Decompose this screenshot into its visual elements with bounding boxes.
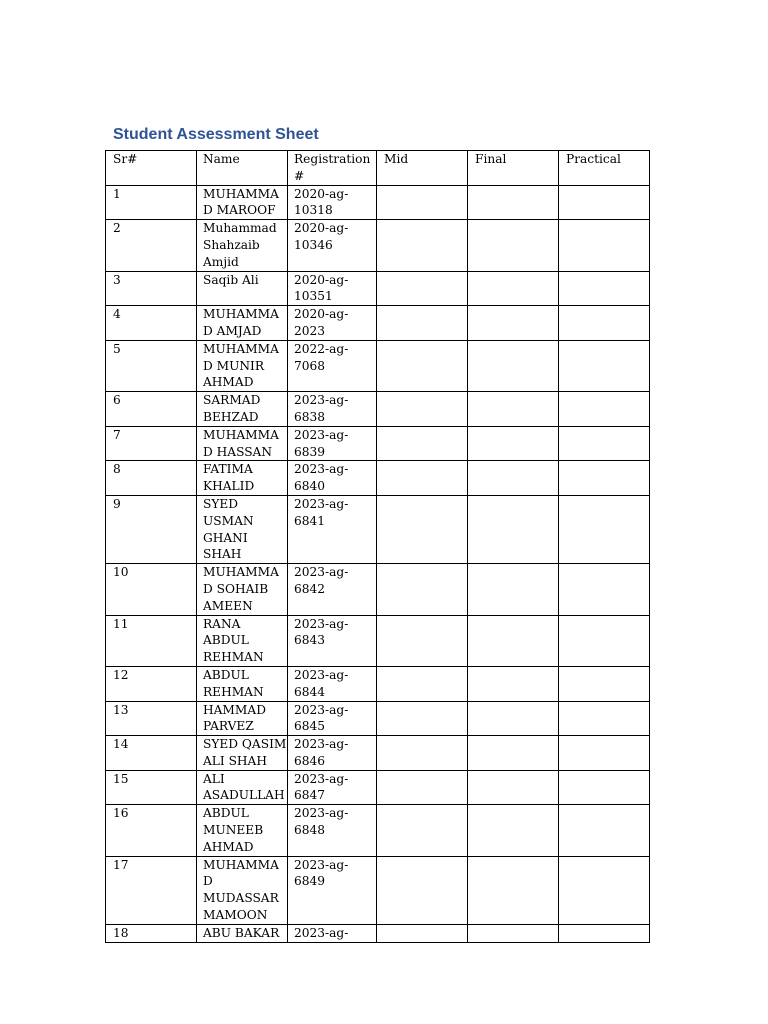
cell-registration-line: 7068 [294, 358, 326, 373]
cell-final [468, 805, 559, 856]
cell-mid [377, 805, 468, 856]
cell-name-line: D HASSAN [203, 444, 273, 459]
cell-mid [377, 271, 468, 306]
cell-name [197, 220, 288, 271]
cell-name [197, 736, 288, 771]
cell-practical [559, 392, 650, 427]
cell-name-line: ABU BAKAR [203, 925, 280, 940]
cell-registration-line: 10351 [294, 289, 333, 304]
cell-registration [288, 701, 377, 736]
cell-final [468, 392, 559, 427]
cell-name-line: MUHAMMA [203, 565, 279, 580]
cell-name-line: ALI SHAH [203, 753, 267, 768]
cell-name [197, 615, 288, 666]
cell-registration-line: 2022-ag- [294, 341, 349, 356]
cell-name-line: RANA [203, 616, 241, 631]
cell-name-line: Saqib Ali [203, 272, 259, 287]
table-row [106, 220, 650, 271]
cell-practical [559, 306, 650, 341]
table-row [106, 271, 650, 306]
cell-sr: 11 [106, 615, 197, 666]
cell-mid [377, 564, 468, 615]
cell-name-line: ABDUL [203, 667, 249, 682]
table-row [106, 805, 650, 856]
cell-name-line: USMAN [203, 513, 254, 528]
cell-registration [288, 185, 377, 220]
table-row [106, 340, 650, 391]
cell-registration-line: 2023-ag- [294, 667, 349, 682]
cell-name [197, 340, 288, 391]
cell-name-line: ASADULLAH [203, 788, 285, 803]
cell-registration-line: 2020-ag- [294, 307, 349, 322]
cell-mid [377, 220, 468, 271]
cell-sr: 13 [106, 701, 197, 736]
cell-registration [288, 392, 377, 427]
cell-name-line: MAMOON [203, 908, 268, 923]
cell-registration-line: 2023-ag- [294, 427, 349, 442]
cell-sr: 12 [106, 666, 197, 701]
cell-sr: 2 [106, 220, 197, 271]
cell-practical [559, 185, 650, 220]
cell-practical [559, 426, 650, 461]
cell-name-line: BEHZAD [203, 409, 259, 424]
header-sr: Sr# [106, 151, 197, 186]
cell-registration-line: 2023-ag- [294, 462, 349, 477]
cell-registration-line: 2023-ag- [294, 393, 349, 408]
cell-name [197, 666, 288, 701]
cell-name-line: Amjid [203, 254, 239, 269]
cell-final [468, 185, 559, 220]
table-row [106, 185, 650, 220]
cell-sr: 16 [106, 805, 197, 856]
table-row [106, 736, 650, 771]
cell-name-line: GHANI [203, 530, 248, 545]
header-row [106, 151, 650, 186]
cell-name [197, 271, 288, 306]
table-row [106, 461, 650, 496]
cell-sr: 3 [106, 271, 197, 306]
cell-registration-line: 10318 [294, 203, 333, 218]
cell-mid [377, 426, 468, 461]
cell-final [468, 461, 559, 496]
header-mid: Mid [377, 151, 468, 186]
cell-name-line: REHMAN [203, 650, 264, 665]
cell-practical [559, 220, 650, 271]
cell-registration-line: 6845 [294, 719, 326, 734]
cell-name [197, 770, 288, 805]
cell-name-line: PARVEZ [203, 719, 254, 734]
cell-sr: 14 [106, 736, 197, 771]
cell-sr: 5 [106, 340, 197, 391]
cell-sr: 18 [106, 924, 197, 942]
header-registration [288, 151, 377, 186]
table-row [106, 615, 650, 666]
cell-registration-line: 2023-ag- [294, 771, 349, 786]
cell-registration [288, 856, 377, 924]
cell-name-line: FATIMA [203, 462, 253, 477]
cell-name [197, 185, 288, 220]
cell-name-line: D [203, 874, 213, 889]
cell-registration-line: 6842 [294, 581, 326, 596]
cell-practical [559, 615, 650, 666]
cell-mid [377, 856, 468, 924]
cell-registration-line: 6849 [294, 874, 326, 889]
cell-practical [559, 736, 650, 771]
cell-registration [288, 426, 377, 461]
cell-registration-line: 2023-ag- [294, 702, 349, 717]
cell-mid [377, 306, 468, 341]
cell-sr: 17 [106, 856, 197, 924]
cell-registration-line: 6838 [294, 409, 326, 424]
cell-name-line: D AMJAD [203, 323, 262, 338]
cell-registration-line: 6847 [294, 788, 326, 803]
assessment-table [105, 150, 650, 943]
cell-registration [288, 805, 377, 856]
cell-mid [377, 461, 468, 496]
cell-name-line: Muhammad [203, 221, 277, 236]
cell-sr: 7 [106, 426, 197, 461]
cell-name [197, 564, 288, 615]
cell-registration [288, 564, 377, 615]
cell-final [468, 271, 559, 306]
cell-final [468, 666, 559, 701]
cell-registration-line: 6843 [294, 633, 326, 648]
cell-name-line: Shahzaib [203, 237, 260, 252]
cell-name-line: MUHAMMA [203, 341, 279, 356]
cell-practical [559, 701, 650, 736]
cell-final [468, 495, 559, 563]
cell-registration-line: 2023-ag- [294, 496, 349, 511]
cell-sr: 1 [106, 185, 197, 220]
cell-name-line: MUHAMMA [203, 857, 279, 872]
cell-registration-line: 2023-ag- [294, 737, 349, 752]
cell-practical [559, 805, 650, 856]
cell-registration-line: 6841 [294, 513, 326, 528]
cell-sr: 9 [106, 495, 197, 563]
cell-practical [559, 770, 650, 805]
cell-name-line: MUHAMMA [203, 307, 279, 322]
table-row [106, 392, 650, 427]
cell-mid [377, 924, 468, 942]
cell-registration-line: 2020-ag- [294, 221, 349, 236]
cell-final [468, 736, 559, 771]
cell-name [197, 306, 288, 341]
cell-registration-line: 2023-ag- [294, 616, 349, 631]
cell-name-line: AHMAD [203, 375, 254, 390]
cell-final [468, 220, 559, 271]
table-row [106, 495, 650, 563]
cell-registration-line: 6844 [294, 684, 326, 699]
cell-registration [288, 495, 377, 563]
cell-registration-line: 6839 [294, 444, 326, 459]
cell-name-line: REHMAN [203, 684, 264, 699]
cell-practical [559, 340, 650, 391]
cell-registration-line: 2023-ag- [294, 565, 349, 580]
cell-name [197, 426, 288, 461]
table-row [106, 856, 650, 924]
cell-name-line: SARMAD [203, 393, 261, 408]
cell-name-line: ALI [203, 771, 225, 786]
header-final: Final [468, 151, 559, 186]
table-row [106, 666, 650, 701]
cell-mid [377, 392, 468, 427]
cell-name [197, 392, 288, 427]
cell-registration [288, 666, 377, 701]
cell-practical [559, 856, 650, 924]
table-row [106, 426, 650, 461]
cell-name-line: D SOHAIB [203, 581, 269, 596]
cell-registration [288, 770, 377, 805]
cell-sr: 6 [106, 392, 197, 427]
cell-registration [288, 340, 377, 391]
cell-sr: 10 [106, 564, 197, 615]
cell-name-line: HAMMAD [203, 702, 266, 717]
cell-name-line: MUHAMMA [203, 186, 279, 201]
cell-sr: 15 [106, 770, 197, 805]
page-title: Student Assessment Sheet [113, 126, 319, 143]
cell-name-line: D MAROOF [203, 203, 276, 218]
cell-practical [559, 924, 650, 942]
cell-final [468, 701, 559, 736]
table-row [106, 770, 650, 805]
cell-registration-line: 2020-ag- [294, 272, 349, 287]
cell-registration [288, 615, 377, 666]
cell-sr: 8 [106, 461, 197, 496]
cell-registration [288, 306, 377, 341]
cell-name [197, 495, 288, 563]
cell-registration-line: 6848 [294, 823, 326, 838]
cell-registration-line: 2023-ag- [294, 857, 349, 872]
cell-practical [559, 666, 650, 701]
cell-registration-line: 2023 [294, 323, 326, 338]
cell-name-line: KHALID [203, 479, 255, 494]
cell-practical [559, 461, 650, 496]
cell-name-line: SYED QASIM [203, 737, 287, 752]
cell-mid [377, 701, 468, 736]
cell-mid [377, 666, 468, 701]
cell-mid [377, 185, 468, 220]
cell-registration [288, 924, 377, 942]
cell-sr: 4 [106, 306, 197, 341]
cell-registration [288, 461, 377, 496]
cell-practical [559, 564, 650, 615]
cell-final [468, 564, 559, 615]
cell-name [197, 924, 288, 942]
cell-name [197, 856, 288, 924]
cell-mid [377, 736, 468, 771]
table-row [106, 924, 650, 942]
cell-name-line: MUHAMMA [203, 427, 279, 442]
cell-final [468, 615, 559, 666]
cell-practical [559, 495, 650, 563]
cell-name-line: AHMAD [203, 839, 254, 854]
cell-name-line: AMEEN [203, 598, 253, 613]
table-row [106, 701, 650, 736]
cell-registration-line: 2023-ag- [294, 925, 349, 940]
header-name: Name [197, 151, 288, 186]
cell-registration [288, 736, 377, 771]
cell-name-line: ABDUL [203, 633, 249, 648]
cell-name-line: MUNEEB [203, 823, 264, 838]
cell-practical [559, 271, 650, 306]
cell-name-line: SYED [203, 496, 239, 511]
cell-registration-line: 2023-ag- [294, 806, 349, 821]
cell-final [468, 856, 559, 924]
cell-name [197, 461, 288, 496]
header-practical: Practical [559, 151, 650, 186]
cell-final [468, 770, 559, 805]
cell-registration [288, 220, 377, 271]
header-registration-line: # [294, 168, 305, 183]
cell-final [468, 924, 559, 942]
table-body [106, 185, 650, 942]
cell-registration-line: 6840 [294, 479, 326, 494]
cell-name-line: SHAH [203, 547, 242, 562]
cell-name-line: D MUNIR [203, 358, 265, 373]
cell-final [468, 426, 559, 461]
cell-registration-line: 10346 [294, 237, 333, 252]
cell-registration-line: 6846 [294, 753, 326, 768]
cell-name-line: ABDUL [203, 806, 249, 821]
cell-name-line: MUDASSAR [203, 891, 279, 906]
cell-final [468, 306, 559, 341]
table-row [106, 564, 650, 615]
header-registration-line: Registration [294, 152, 371, 166]
cell-name [197, 701, 288, 736]
cell-registration-line: 2020-ag- [294, 186, 349, 201]
table-row [106, 306, 650, 341]
cell-mid [377, 495, 468, 563]
cell-final [468, 340, 559, 391]
cell-mid [377, 615, 468, 666]
cell-mid [377, 340, 468, 391]
cell-mid [377, 770, 468, 805]
cell-registration [288, 271, 377, 306]
cell-name [197, 805, 288, 856]
